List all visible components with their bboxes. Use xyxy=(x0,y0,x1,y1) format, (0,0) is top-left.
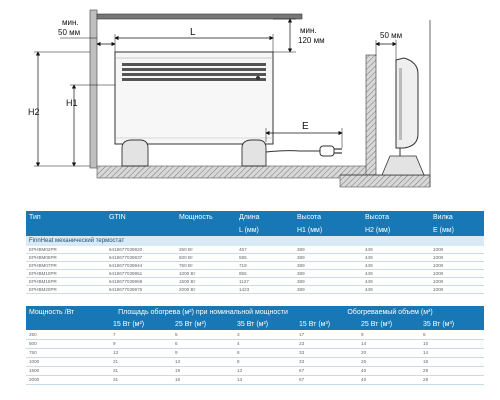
cell: 1127 xyxy=(236,278,294,286)
table-row xyxy=(26,357,484,366)
cell: 1000 xyxy=(430,262,484,270)
cell: 389 xyxy=(294,246,362,254)
foot-left xyxy=(122,140,148,166)
cell: 449 xyxy=(362,270,430,278)
cell: EPHBM07PR xyxy=(26,262,106,270)
cord-length-label: E xyxy=(302,121,309,132)
cell: 13 xyxy=(172,357,234,366)
cell: 40 xyxy=(358,375,420,384)
heating-area-table xyxy=(26,306,484,385)
cell: 19 xyxy=(420,357,484,366)
cell: 67 xyxy=(296,375,358,384)
cell: 40 xyxy=(358,366,420,375)
cell: 19 xyxy=(172,375,234,384)
cell: 14 xyxy=(358,339,420,348)
specs-col-length: Длина xyxy=(236,211,294,224)
cell: 1000 xyxy=(430,254,484,262)
side-depth-label: 50 мм xyxy=(380,31,403,40)
cell: 6418677039968 xyxy=(106,278,176,286)
cell: 2000 xyxy=(26,375,110,384)
cell: 457 xyxy=(236,246,294,254)
specs-header-top xyxy=(26,211,484,224)
cell: 5 xyxy=(172,330,234,339)
height2-label: H2 xyxy=(28,107,40,117)
cell: 750 xyxy=(26,348,110,357)
cell: 31 xyxy=(110,375,172,384)
cell: 31 xyxy=(110,366,172,375)
cell: 9 xyxy=(172,348,234,357)
cell: 1000 xyxy=(26,357,110,366)
specs-col-h1-unit: H1 (мм) xyxy=(294,224,362,236)
specs-col-length-unit: L (мм) xyxy=(236,224,294,236)
cell: 33 xyxy=(296,357,358,366)
cell: 13 xyxy=(234,375,296,384)
cell: 4 xyxy=(234,339,296,348)
cell: 1000 xyxy=(430,278,484,286)
cell: 14 xyxy=(420,348,484,357)
specs-col-h2-unit: H2 (мм) xyxy=(362,224,430,236)
table-row xyxy=(26,278,484,286)
specs-col-type-unit xyxy=(26,224,106,236)
cell: 10 xyxy=(420,339,484,348)
min-label-top: мин. xyxy=(300,26,317,35)
area-sub-15m2: 15 Вт (м²) xyxy=(110,319,172,330)
area-sub-25m2: 25 Вт (м²) xyxy=(172,319,234,330)
side-wall xyxy=(366,55,376,175)
cell: 6 xyxy=(234,348,296,357)
specs-section-title: FinnHeat механический термостат xyxy=(26,236,484,246)
width-dimension-label: L xyxy=(190,27,196,38)
foot-right xyxy=(242,140,266,166)
table-row xyxy=(26,348,484,357)
cell: 389 xyxy=(294,262,362,270)
cell: 449 xyxy=(362,246,430,254)
cell: 6 xyxy=(420,330,484,339)
cell: 13 xyxy=(234,366,296,375)
cell: 500 Вт xyxy=(176,254,236,262)
cell: 1000 Вт xyxy=(176,270,236,278)
area-col-power: Мощность /Вт xyxy=(26,306,110,330)
cell: 33 xyxy=(296,348,358,357)
cell: 750 Вт xyxy=(176,262,236,270)
cell: 9 xyxy=(358,330,420,339)
cell: 6418677039944 xyxy=(106,262,176,270)
table-row xyxy=(26,339,484,348)
specs-header-bottom xyxy=(26,224,484,236)
cell: 2000 Вт xyxy=(176,286,236,294)
table-row xyxy=(26,366,484,375)
cell: 1000 xyxy=(430,246,484,254)
cell: 29 xyxy=(420,366,484,375)
specs-table xyxy=(26,211,484,294)
cell: 19 xyxy=(172,366,234,375)
specs-col-power-unit xyxy=(176,224,236,236)
area-sub-35m3: 35 Вт (м³) xyxy=(420,319,484,330)
plug-icon xyxy=(320,146,342,156)
cell: 855 xyxy=(236,270,294,278)
side-view xyxy=(340,20,430,187)
specs-col-gtin-unit xyxy=(106,224,176,236)
cell: EPHBM02PR xyxy=(26,246,106,254)
specs-col-plug: Вилка xyxy=(430,211,484,224)
table-row xyxy=(26,270,484,278)
cell: 7 xyxy=(110,330,172,339)
power-cord xyxy=(266,151,320,152)
cell: 9 xyxy=(110,339,172,348)
cell: 3 xyxy=(234,330,296,339)
specs-col-gtin: GTIN xyxy=(106,211,176,224)
area-sub-25m3: 25 Вт (м³) xyxy=(358,319,420,330)
cell: 13 xyxy=(110,348,172,357)
cell: 389 xyxy=(294,278,362,286)
cell: 6418677039975 xyxy=(106,286,176,294)
cell: 389 xyxy=(294,254,362,262)
cell: 6418677039937 xyxy=(106,254,176,262)
wall-gap-label: 50 мм xyxy=(58,28,81,37)
cell: 23 xyxy=(296,339,358,348)
cell: 29 xyxy=(420,375,484,384)
cell: 67 xyxy=(296,366,358,375)
specs-col-h1: Высота xyxy=(294,211,362,224)
cell: 449 xyxy=(362,286,430,294)
table-row xyxy=(26,254,484,262)
table-row xyxy=(26,375,484,384)
cell: EPHBM10PR xyxy=(26,270,106,278)
area-group-area: Площадь обогрева (м²) при номинальной мощности xyxy=(110,306,296,319)
cell: 250 Вт xyxy=(176,246,236,254)
cell: EPHBM15PR xyxy=(26,278,106,286)
area-header-top xyxy=(26,306,484,319)
cell: EPHBM20PR xyxy=(26,286,106,294)
specs-col-power: Мощность xyxy=(176,211,236,224)
cell: 26 xyxy=(358,357,420,366)
thermostat-knob xyxy=(256,76,260,80)
table-row xyxy=(26,286,484,294)
cell: 250 xyxy=(26,330,110,339)
height1-label: H1 xyxy=(66,98,78,108)
cell: 20 xyxy=(358,348,420,357)
cell: 449 xyxy=(362,254,430,262)
specs-section-row xyxy=(26,236,484,246)
table-row xyxy=(26,330,484,339)
floor xyxy=(97,166,367,178)
cell: EPHBM05PR xyxy=(26,254,106,262)
side-foot xyxy=(382,156,424,175)
window-sill xyxy=(97,14,302,19)
front-view xyxy=(28,10,367,178)
cell: 8 xyxy=(234,357,296,366)
cell: 1000 xyxy=(430,286,484,294)
cell: 389 xyxy=(294,286,362,294)
cell: 500 xyxy=(26,339,110,348)
cell: 449 xyxy=(362,262,430,270)
cell: 585 xyxy=(236,254,294,262)
top-gap-label: 120 мм xyxy=(298,36,325,45)
cell: 1423 xyxy=(236,286,294,294)
specs-col-type: Тип xyxy=(26,211,106,224)
table-row xyxy=(26,246,484,254)
cell: 1500 Вт xyxy=(176,278,236,286)
specs-col-plug-unit: E (мм) xyxy=(430,224,484,236)
cell: 6 xyxy=(172,339,234,348)
cell: 389 xyxy=(294,270,362,278)
cell: 1500 xyxy=(26,366,110,375)
specs-col-h2: Высота xyxy=(362,211,430,224)
area-group-volume: Обогреваемый объем (м³) xyxy=(296,306,484,319)
cell: 21 xyxy=(110,357,172,366)
min-label-left: мин. xyxy=(62,18,79,27)
cell: 1000 xyxy=(430,270,484,278)
cell: 6418677039951 xyxy=(106,270,176,278)
cell: 6418677039920 xyxy=(106,246,176,254)
cell: 17 xyxy=(296,330,358,339)
table-row xyxy=(26,262,484,270)
area-sub-15m3: 15 Вт (м³) xyxy=(296,319,358,330)
area-sub-35m2: 35 Вт (м²) xyxy=(234,319,296,330)
cell: 719 xyxy=(236,262,294,270)
cell: 449 xyxy=(362,278,430,286)
side-floor xyxy=(340,175,430,187)
wall xyxy=(90,10,97,168)
